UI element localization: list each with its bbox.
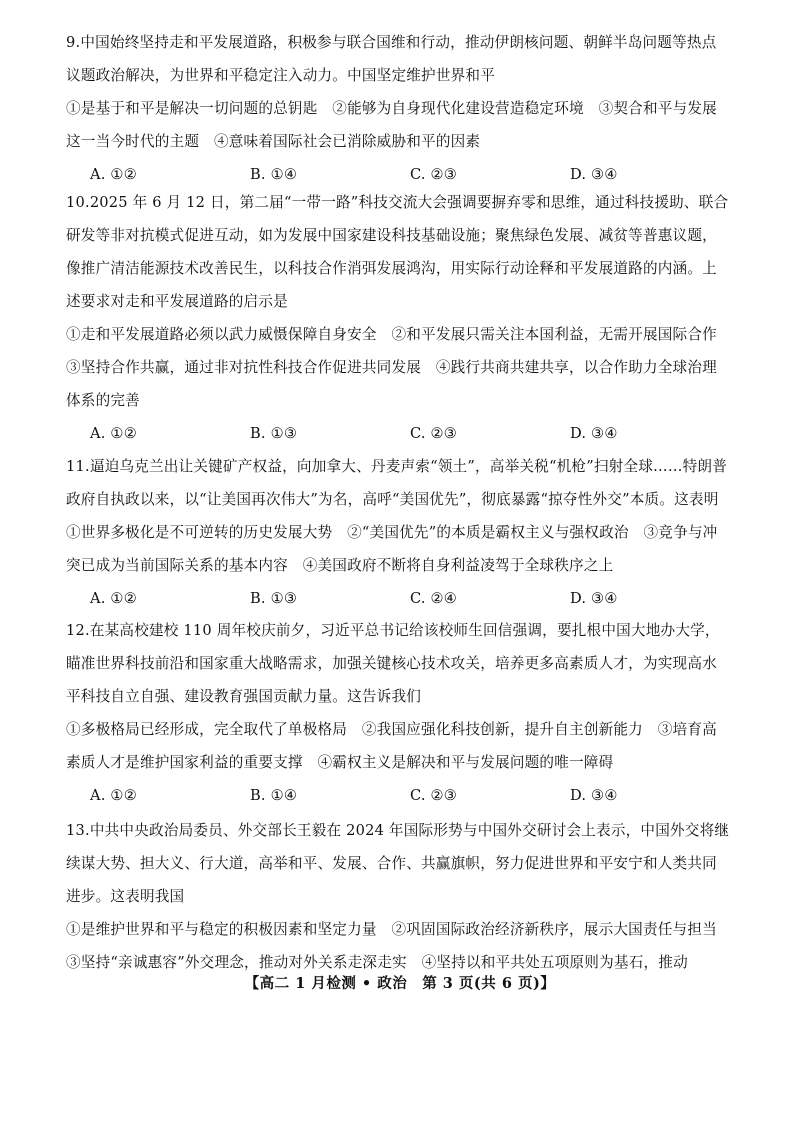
statement-list: ①多极格局已经形成，完全取代了单极格局 ②我国应强化科技创新，提升自主创新能力 ③培育高素质人才是维护国家利益的重要支撑 ④霸权主义是解决和平与发展问题的唯一障碍 [66,721,717,771]
question-number: 11. [66,458,90,475]
statement-list: ①是维护世界和平与稳定的积极因素和坚定力量 ②巩固国际政治经济新秩序，展示大国责任与担当 ③坚持“亲诚惠容”外交理念，推动对外关系走深走实 ④坚持以和平共处五项原则为基石，推动 [66,921,732,971]
option-c[interactable]: C. ②③ [410,166,458,183]
question-text: 中国始终坚持走和平发展道路，积极参与联合国维和行动，推动伊朗核问题、朝鲜半岛问题等热点议题政治解决，为世界和平稳定注入动力。中国坚定维护世界和平 [66,34,717,84]
option-b[interactable]: B. ①④ [250,787,298,804]
option-c[interactable]: C. ②③ [410,787,458,804]
answer-options [66,779,730,812]
question-number: 13. [66,822,90,839]
page-footer: 【高二 1 月检测 • 政治 第 3 页(共 6 页)】 [244,975,556,992]
question-number: 10. [66,194,90,211]
question-text: 在某高校建校 110 周年校庆前夕，习近平总书记给该校师生回信强调，要扎根中国大地办大学，瞄准世界科技前沿和国家重大战略需求，加强关键核心技术攻关，培养更多高素质人才，为实现高水平科技自立自强、建设教育强国贡献力量。这告诉我们 [66,622,720,705]
statement-list: ①是基于和平是解决一切问题的总钥匙 ②能够为自身现代化建设营造稳定环境 ③契合和平与发展这一当今时代的主题 ④意味着国际社会已消除威胁和平的因素 [66,100,717,150]
option-a[interactable]: A. ①② [90,166,137,183]
option-a[interactable]: A. ①② [90,787,137,804]
question-stem [66,450,730,516]
option-d[interactable]: D. ③④ [570,590,618,607]
option-a[interactable]: A. ①② [90,590,137,607]
option-d[interactable]: D. ③④ [570,166,618,183]
question-9 [66,26,730,191]
option-d[interactable]: D. ③④ [570,425,618,442]
option-d[interactable]: D. ③④ [570,787,618,804]
statement-list: ①世界多极化是不可逆转的历史发展大势 ②“美国优先”的本质是霸权主义与强权政治 ③竞争与冲突已成为当前国际关系的基本内容 ④美国政府不断将自身利益凌驾于全球秩序之上 [66,524,718,574]
question-text: 中共中央政治局委员、外交部长王毅在 2024 年国际形势与中国外交研讨会上表示，中国外交将继续谋大势、担大义、行大道，高举和平、发展、合作、共赢旗帜，努力促进世界和平安宁和人类共同进步。这表明我国 [66,822,730,905]
question-11 [66,450,730,615]
question-stem [66,186,730,318]
question-10 [66,186,730,450]
question-number: 12. [66,622,90,639]
question-number: 9. [66,34,81,51]
answer-options [66,417,730,450]
answer-options [66,582,730,615]
option-b[interactable]: B. ①③ [250,425,298,442]
question-text: 2025 年 6 月 12 日，第二届“一带一路”科技交流大会强调要摒弃零和思维，通过科技援助、联合研发等非对抗模式促进互动，如为发展中国家建设科技基础设施；聚焦绿色发展、减贫等普惠议题，像推广清洁能源技术改善民生，以科技合作消弭发展鸿沟，用实际行动诠释和平发展道路的内涵。上述要求对走和平发展道路的启示是 [66,194,729,310]
question-text: 逼迫乌克兰出让关键矿产权益，向加拿大、丹麦声索“领土”，高举关税“机枪”扫射全球……特朗普政府自执政以来，以“让美国再次伟大”为名，高呼“美国优先”，彻底暴露“掠夺性外交”本质。这表明 [66,458,728,508]
question-12 [66,614,730,812]
option-c[interactable]: C. ②④ [410,590,458,607]
option-a[interactable]: A. ①② [90,425,137,442]
option-c[interactable]: C. ②③ [410,425,458,442]
question-stem [66,614,730,713]
statement-list: ①走和平发展道路必须以武力威慑保障自身安全 ②和平发展只需关注本国利益，无需开展国际合作 ③坚持合作共赢，通过非对抗性科技合作促进共同发展 ④践行共商共建共享，以合作助力全球治理体系的完善 [66,326,732,409]
question-13 [66,814,730,979]
option-b[interactable]: B. ①③ [250,590,298,607]
option-b[interactable]: B. ①④ [250,166,298,183]
question-stem [66,26,730,92]
question-stem [66,814,730,913]
